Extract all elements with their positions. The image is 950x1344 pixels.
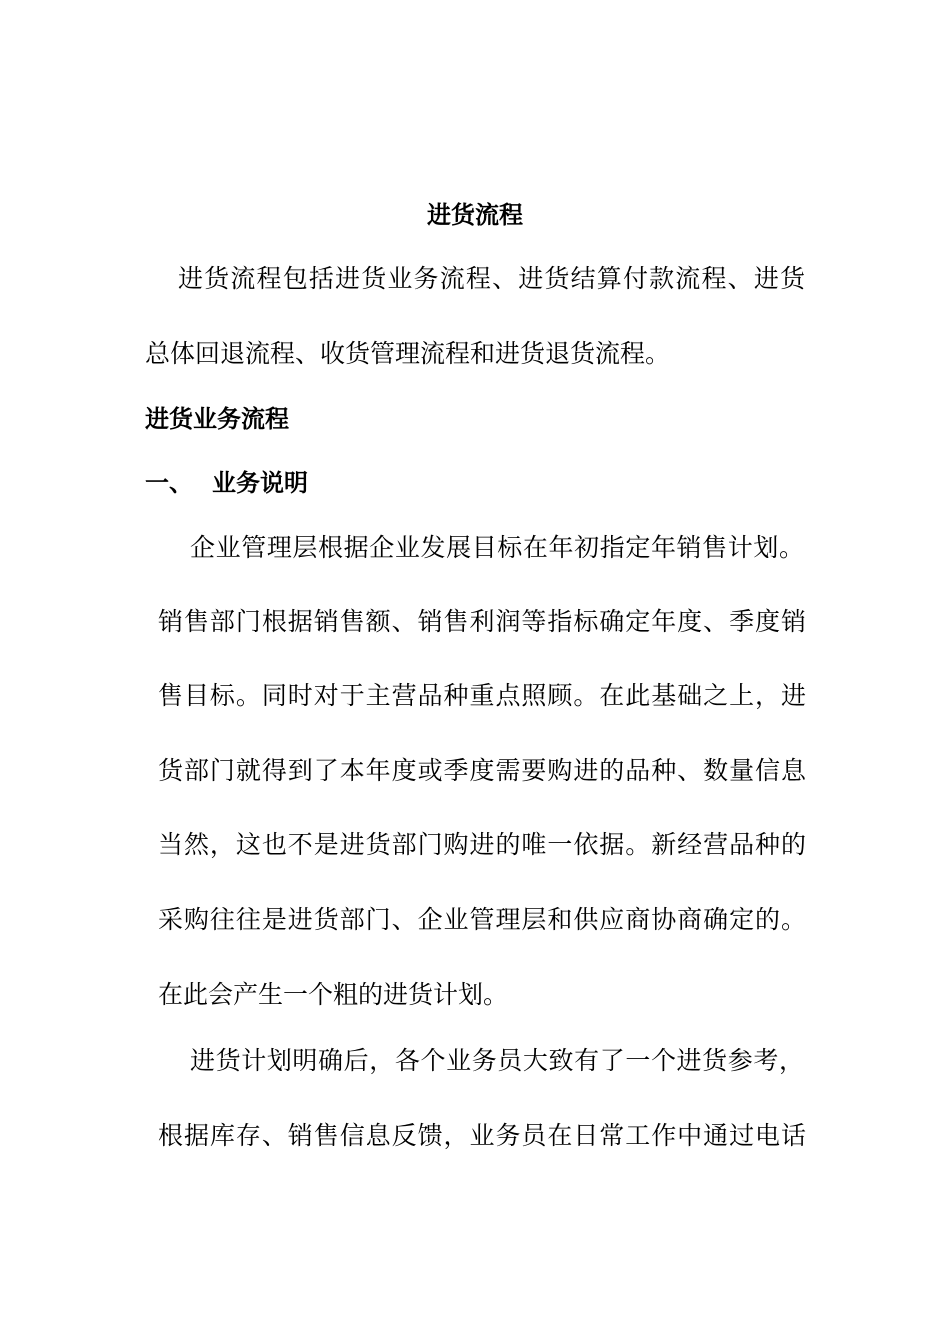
paragraph-line: 货部门就得到了本年度或季度需要购进的品种、数量信息: [158, 756, 806, 785]
subsection-number: 一、: [145, 468, 193, 497]
paragraph-line: 企业管理层根据企业发展目标在年初指定年销售计划。: [190, 533, 804, 562]
paragraph-line: 当然，这也不是进货部门购进的唯一依据。新经营品种的: [158, 830, 806, 859]
paragraph-line: 采购往往是进货部门、企业管理层和供应商协商确定的。: [158, 905, 806, 934]
paragraph-line: 售目标。同时对于主营品种重点照顾。在此基础之上，进: [158, 681, 806, 710]
paragraph-line: 进货计划明确后，各个业务员大致有了一个进货参考，: [190, 1046, 804, 1075]
intro-line-1: 进货流程包括进货业务流程、进货结算付款流程、进货: [178, 264, 805, 293]
subsection-label: 业务说明: [212, 468, 308, 497]
section-heading: 进货业务流程: [145, 404, 289, 433]
paragraph-line: 根据库存、销售信息反馈，业务员在日常工作中通过电话: [158, 1121, 806, 1150]
intro-line-2: 总体回退流程、收货管理流程和进货退货流程。: [145, 339, 671, 368]
paragraph-line: 在此会产生一个粗的进货计划。: [158, 980, 509, 1009]
document-title: 进货流程: [427, 200, 523, 229]
paragraph-line: 销售部门根据销售额、销售利润等指标确定年度、季度销: [158, 607, 806, 636]
